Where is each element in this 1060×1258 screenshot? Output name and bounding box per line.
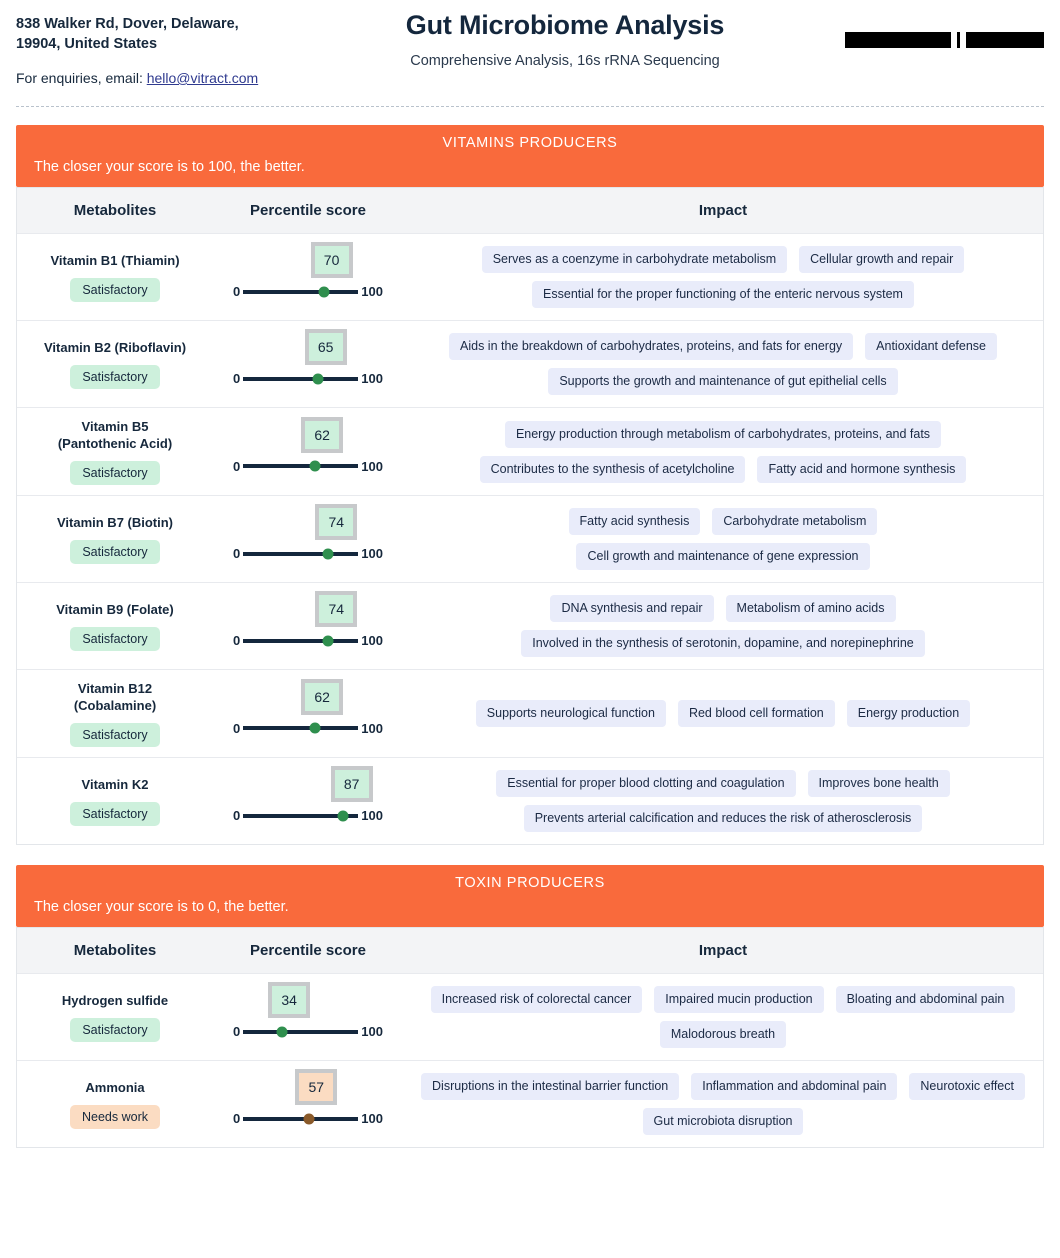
score-cell: [213, 496, 403, 582]
impact-chip: Gut microbiota disruption: [643, 1108, 804, 1135]
status-badge: Satisfactory: [70, 1018, 159, 1042]
axis-max-label: 100: [361, 633, 383, 648]
metabolite-name: Ammonia: [85, 1080, 145, 1095]
score-cell: [213, 583, 403, 669]
impact-chip: Prevents arterial calcification and reduces the risk of atherosclerosis: [524, 805, 923, 832]
score-callout: [315, 591, 357, 627]
impact-chip: Aids in the breakdown of carbohydrates, proteins, and fats for energy: [449, 333, 853, 360]
metabolite-cell: [17, 591, 213, 661]
score-gauge: [233, 242, 383, 308]
score-cell: [213, 1061, 403, 1147]
score-gauge: [233, 982, 383, 1048]
section-spacer: [16, 1154, 1044, 1168]
score-knob[interactable]: [309, 723, 320, 734]
score-knob[interactable]: [338, 810, 349, 821]
impact-cell: [403, 1061, 1043, 1147]
score-value: 57: [299, 1073, 333, 1101]
axis-min-label: 0: [233, 284, 241, 299]
redacted-separator: [957, 32, 960, 48]
impact-chip: Impaired mucin production: [654, 986, 823, 1013]
score-track-row: [233, 1111, 383, 1126]
metabolite-name: Vitamin B12 (Cobalamine): [73, 681, 157, 713]
title-block: [316, 8, 814, 69]
impact-chip: Antioxidant defense: [865, 333, 997, 360]
metabolite-name: Vitamin B5 (Pantothenic Acid): [57, 419, 173, 451]
score-track-row: [233, 633, 383, 648]
score-gauge: [233, 329, 383, 395]
impact-chip: Disruptions in the intestinal barrier function: [421, 1073, 679, 1100]
impact-cell: [403, 409, 1043, 495]
enquiry-email-link[interactable]: hello@vitract.com: [146, 70, 259, 86]
score-gauge: [233, 679, 383, 745]
page-subtitle: Comprehensive Analysis, 16s rRNA Sequencing: [410, 53, 720, 69]
column-header-impact: Impact: [698, 942, 748, 959]
score-callout: [315, 504, 357, 540]
impact-chip: Essential for proper blood clotting and coagulation: [496, 770, 795, 797]
impact-chip: Cellular growth and repair: [799, 246, 964, 273]
status-badge: Needs work: [70, 1105, 160, 1129]
impact-chip: Carbohydrate metabolism: [712, 508, 877, 535]
company-address: [16, 8, 316, 86]
score-track[interactable]: [243, 814, 358, 818]
axis-min-label: 0: [233, 720, 241, 736]
metabolite-cell: [17, 329, 213, 399]
impact-chip: Contributes to the synthesis of acetylcholine: [480, 456, 746, 483]
table-row: [17, 1060, 1043, 1147]
impact-cell: [403, 974, 1043, 1060]
table-row: [17, 582, 1043, 669]
score-track[interactable]: [243, 726, 358, 730]
score-knob[interactable]: [277, 1026, 288, 1037]
metabolite-cell: [17, 242, 213, 312]
impact-chip: DNA synthesis and repair: [550, 595, 713, 622]
score-value: 87: [335, 770, 369, 798]
score-knob[interactable]: [323, 548, 334, 559]
impact-cell: [403, 688, 1043, 739]
score-track-row: [233, 808, 383, 823]
score-cell: [213, 974, 403, 1060]
axis-max-label: 100: [361, 1111, 383, 1126]
section-banner: [16, 865, 1044, 927]
axis-max-label: 100: [361, 1024, 383, 1039]
enquiry-line: [16, 70, 316, 86]
score-track[interactable]: [243, 464, 358, 468]
score-value: 62: [305, 421, 339, 449]
redacted-bar-1: [845, 32, 951, 48]
redacted-bar-2: [966, 32, 1044, 48]
metabolite-table: [16, 927, 1044, 1148]
impact-cell: [403, 234, 1043, 320]
table-row: [17, 669, 1043, 757]
score-callout: [295, 1069, 337, 1105]
impact-chip: Improves bone health: [808, 770, 950, 797]
score-value: 74: [319, 595, 353, 623]
impact-chip: Neurotoxic effect: [909, 1073, 1025, 1100]
metabolite-cell: [17, 670, 213, 757]
impact-chip: Fatty acid synthesis: [569, 508, 701, 535]
metabolite-name: Hydrogen sulfide: [61, 993, 169, 1008]
impact-chip: Increased risk of colorectal cancer: [431, 986, 643, 1013]
table-header-row: [17, 927, 1043, 973]
metabolite-name: Vitamin B9 (Folate): [56, 602, 174, 617]
score-track-row: [233, 546, 383, 561]
score-gauge: [233, 591, 383, 657]
metabolite-name: Vitamin K2: [81, 777, 149, 792]
table-row: [17, 973, 1043, 1060]
metabolite-name: Vitamin B2 (Riboflavin): [43, 340, 187, 355]
metabolite-cell: [17, 982, 213, 1052]
metabolite-cell: [17, 408, 213, 495]
score-track[interactable]: [243, 639, 358, 643]
section-spacer: [16, 851, 1044, 865]
score-gauge: [233, 766, 383, 832]
axis-min-label: 0: [233, 1024, 241, 1039]
report-header: [16, 0, 1044, 102]
score-track-row: [233, 284, 383, 299]
score-cell: [213, 671, 403, 757]
score-knob[interactable]: [318, 286, 329, 297]
score-value: 74: [319, 508, 353, 536]
score-gauge: [233, 417, 383, 483]
score-cell: [213, 758, 403, 844]
impact-chip: Inflammation and abdominal pain: [691, 1073, 897, 1100]
impact-cell: [403, 321, 1043, 407]
score-track-row: [233, 721, 383, 736]
report-section: [16, 865, 1044, 1148]
column-header-score: Percentile score: [250, 942, 366, 959]
report-sections: [16, 125, 1044, 1168]
column-header-metabolites: Metabolites: [73, 942, 157, 959]
impact-cell: [403, 496, 1043, 582]
status-badge: Satisfactory: [70, 723, 159, 747]
page-title: Gut Microbiome Analysis: [405, 10, 725, 40]
table-row: [17, 495, 1043, 582]
metabolite-cell: [17, 766, 213, 836]
score-track-row: [233, 459, 383, 474]
impact-chip: Cell growth and maintenance of gene expression: [576, 543, 869, 570]
axis-min-label: 0: [233, 458, 241, 474]
score-track-row: [233, 1024, 383, 1039]
score-cell: [213, 234, 403, 320]
impact-chip: Metabolism of amino acids: [726, 595, 896, 622]
axis-min-label: 0: [233, 371, 241, 386]
table-row: [17, 407, 1043, 495]
axis-max-label: 100: [361, 720, 383, 736]
header-divider: [16, 106, 1044, 107]
axis-min-label: 0: [233, 808, 241, 823]
axis-max-label: 100: [361, 458, 383, 474]
score-callout: [268, 982, 310, 1018]
axis-max-label: 100: [361, 808, 383, 823]
score-track[interactable]: [243, 290, 358, 294]
score-value: 62: [305, 683, 339, 711]
impact-chip: Serves as a coenzyme in carbohydrate metabolism: [482, 246, 787, 273]
score-callout: [301, 679, 343, 715]
score-track[interactable]: [243, 552, 358, 556]
impact-cell: [403, 758, 1043, 844]
score-gauge: [233, 1069, 383, 1135]
section-banner-title: TOXIN PRODUCERS: [455, 875, 605, 891]
metabolite-cell: [17, 1069, 213, 1139]
score-track[interactable]: [243, 377, 358, 381]
score-gauge: [233, 504, 383, 570]
metabolite-cell: [17, 504, 213, 574]
score-callout: [311, 242, 353, 278]
axis-min-label: 0: [233, 633, 241, 648]
score-value: 65: [309, 333, 343, 361]
axis-min-label: 0: [233, 1111, 241, 1126]
metabolite-name: Vitamin B7 (Biotin): [56, 515, 174, 530]
impact-chip: Energy production: [847, 700, 970, 727]
impact-chip: Bloating and abdominal pain: [836, 986, 1016, 1013]
score-value: 34: [272, 986, 306, 1014]
address-line-1: 838 Walker Rd, Dover, Delaware,: [16, 16, 239, 32]
metabolite-name: Vitamin B1 (Thiamin): [50, 253, 180, 268]
impact-chip: Red blood cell formation: [678, 700, 835, 727]
impact-chip: Supports the growth and maintenance of gut epithelial cells: [548, 368, 897, 395]
impact-chip: Energy production through metabolism of carbohydrates, proteins, and fats: [505, 421, 941, 448]
axis-max-label: 100: [361, 371, 383, 386]
score-value: 70: [315, 246, 349, 274]
score-track-row: [233, 371, 383, 386]
axis-min-label: 0: [233, 546, 241, 561]
impact-chip: Essential for the proper functioning of the enteric nervous system: [532, 281, 914, 308]
axis-max-label: 100: [361, 546, 383, 561]
table-header-row: [17, 187, 1043, 233]
table-row: [17, 233, 1043, 320]
redacted-block: [814, 8, 1044, 48]
metabolite-table: [16, 187, 1044, 845]
section-banner-note: The closer your score is to 100, the better.: [34, 159, 305, 175]
status-badge: Satisfactory: [70, 278, 159, 302]
score-track[interactable]: [243, 1030, 358, 1034]
address-line-2: 19904, United States: [16, 36, 158, 52]
status-badge: Satisfactory: [70, 365, 159, 389]
axis-max-label: 100: [361, 284, 383, 299]
status-badge: Satisfactory: [70, 540, 159, 564]
column-header-impact: Impact: [698, 202, 748, 219]
section-banner-note: The closer your score is to 0, the better.: [34, 899, 289, 915]
table-row: [17, 757, 1043, 844]
score-knob[interactable]: [313, 373, 324, 384]
table-row: [17, 320, 1043, 407]
score-knob[interactable]: [323, 635, 334, 646]
impact-chip: Supports neurological function: [476, 700, 666, 727]
score-callout: [305, 329, 347, 365]
score-knob[interactable]: [303, 1113, 314, 1124]
score-callout: [301, 417, 343, 453]
section-banner: [16, 125, 1044, 187]
score-track[interactable]: [243, 1117, 358, 1121]
impact-chip: Fatty acid and hormone synthesis: [757, 456, 966, 483]
section-banner-title: VITAMINS PRODUCERS: [442, 135, 618, 151]
score-cell: [213, 321, 403, 407]
score-callout: [331, 766, 373, 802]
impact-chip: Involved in the synthesis of serotonin, dopamine, and norepinephrine: [521, 630, 925, 657]
impact-chip: Malodorous breath: [660, 1021, 786, 1048]
enquiry-label: For enquiries, email:: [16, 70, 147, 86]
score-cell: [213, 409, 403, 495]
column-header-metabolites: Metabolites: [73, 202, 157, 219]
status-badge: Satisfactory: [70, 802, 159, 826]
status-badge: Satisfactory: [70, 461, 159, 485]
score-knob[interactable]: [309, 461, 320, 472]
report-section: [16, 125, 1044, 845]
column-header-score: Percentile score: [250, 202, 366, 219]
impact-cell: [403, 583, 1043, 669]
status-badge: Satisfactory: [70, 627, 159, 651]
